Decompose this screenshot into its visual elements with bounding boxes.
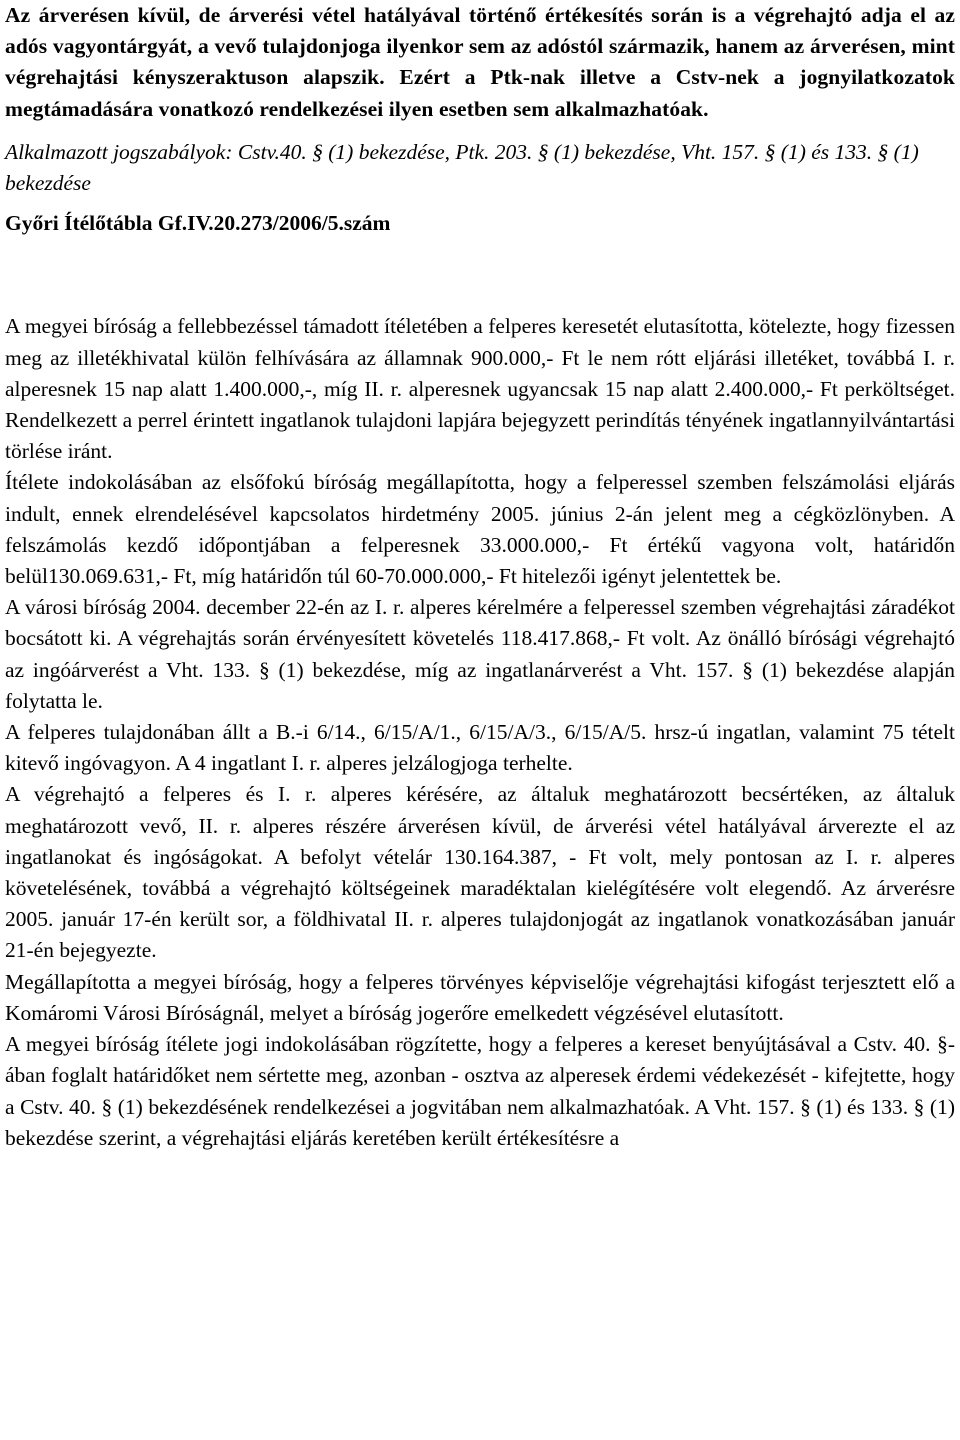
- court-reference: Győri Ítélőtábla Gf.IV.20.273/2006/5.szám: [5, 211, 391, 236]
- body-paragraph: A megyei bíróság a fellebbezéssel támadott ítéletében a felperes keresetét elutasította, kötelezte, hogy fizessen meg az illetékhivatal külön felhívására az államnak 900.000,- Ft le nem rótt eljárási illetéket, továbbá I. r. alperesnek 15 nap alatt 1.400.000,-, míg II. r. alperesnek ugyancsak 15 nap alatt 2.400.000,- Ft perköltséget. Rendelkezett a perrel érintett ingatlanok tulajdoni lapjára bejegyzett perindítás tényének ingatlannyilvántartási törlése iránt.: [5, 314, 955, 464]
- body-paragraph: A végrehajtó a felperes és I. r. alperes kérésére, az általuk meghatározott becsértéken, az általuk meghatározott vevő, II. r. alperes részére árverésen kívül, de árverési vétel hatályával árverezte el az ingatlanokat és ingóságokat. A befolyt vételár 130.164.387, - Ft volt, mely pontosan az I. r. alperes követelésének, továbbá a végrehajtó költségeinek maradéktalan kielégítésére volt elegendő. Az árverésre 2005. január 17-én került sor, a földhivatal II. r. alperes tulajdonjogát az ingatlanok vonatkozásában január 21-én bejegyezte.: [5, 782, 955, 963]
- applied-laws-citation: Alkalmazott jogszabályok: Cstv.40. § (1) bekezdése, Ptk. 203. § (1) bekezdése, Vht. 157. § (1) és 133. § (1) bekezdése: [5, 139, 919, 196]
- body-paragraph: Megállapította a megyei bíróság, hogy a felperes törvényes képviselője végrehajtási kifogást terjesztett elő a Komáromi Városi Bíróságnál, melyet a bíróság jogerőre emelkedett végzésével elutasított.: [5, 969, 955, 1025]
- headnote-summary: Az árverésen kívül, de árverési vétel hatályával történő értékesítés során is a végrehajtó adja el az adós vagyontárgyát, a vevő tulajdonjoga ilyenkor sem az adóstól származik, hanem az árverésen, mint végrehajtási kényszeraktuson alapszik. Ezért a Ptk-nak illetve a Cstv-nek a jognyilatkozatok megtámadására vonatkozó rendelkezései ilyen esetben sem alkalmazhatóak.: [5, 3, 955, 121]
- body-paragraph: A felperes tulajdonában állt a B.-i 6/14., 6/15/A/1., 6/15/A/3., 6/15/A/5. hrsz-ú ingatlan, valamint 75 tételt kitevő ingóvagyon. A 4 ingatlant I. r. alperes jelzálogjoga terhelte.: [5, 720, 955, 776]
- body-paragraph: A megyei bíróság ítélete jogi indokolásában rögzítette, hogy a felperes a kereset benyújtásával a Cstv. 40. §-ában foglalt határidőket nem sértette meg, azonban - osztva az alperesek érdemi védekezését - kifejtette, hogy a Cstv. 40. § (1) bekezdésének rendelkezései a jogvitában nem alkalmazhatóak. A Vht. 157. § (1) és 133. § (1) bekezdése szerint, a végrehajtási eljárás keretében került értékesítésre a: [5, 1032, 955, 1150]
- spacer: [5, 239, 955, 311]
- document-page: [5, 0, 955, 1154]
- body-paragraph: A városi bíróság 2004. december 22-én az I. r. alperes kérelmére a felperessel szemben végrehajtási záradékot bocsátott ki. A végrehajtás során érvényesített követelés 118.417.868,- Ft volt. Az önálló bírósági végrehajtó az ingóárverést a Vht. 133. § (1) bekezdése, míg az ingatlanárverést a Vht. 157. § (1) bekezdése alapján folytatta le.: [5, 595, 955, 713]
- body-paragraph: Ítélete indokolásában az elsőfokú bíróság megállapította, hogy a felperessel szemben felszámolási eljárás indult, ennek elrendelésével kapcsolatos hirdetmény 2005. június 2-án jelent meg a cégközlönyben. A felszámolás kezdő időpontjában a felperesnek 33.000.000,- Ft értékű vagyona volt, határidőn belül130.069.631,- Ft, míg határidőn túl 60-70.000.000,- Ft hitelezői igényt jelentettek be.: [5, 470, 955, 589]
